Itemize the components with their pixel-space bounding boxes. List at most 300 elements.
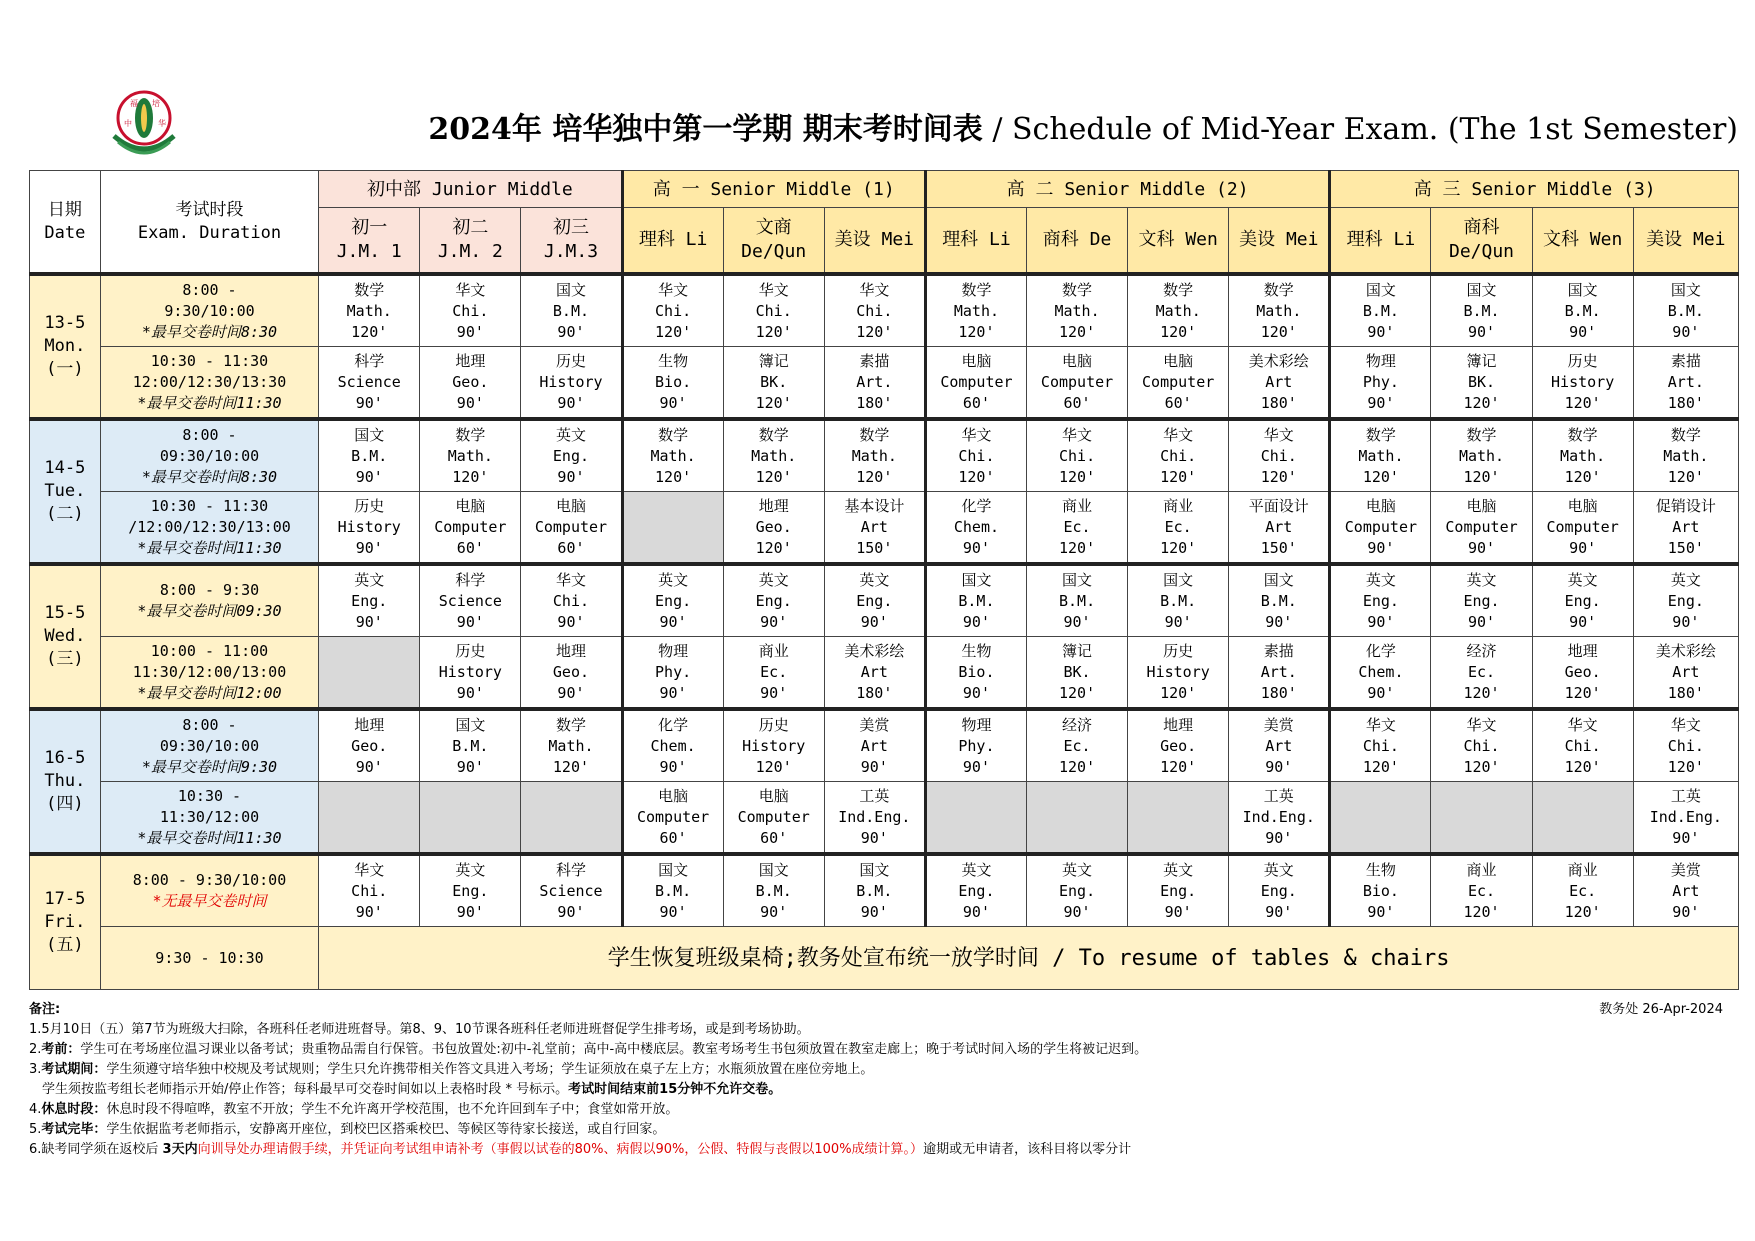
subject-zh: 商业	[1466, 860, 1497, 879]
subject-zh: 英文	[658, 570, 689, 589]
subject-duration: 90'	[1569, 538, 1597, 557]
subject-en: Eng.	[452, 881, 489, 900]
duration-header-zh: 考试时段	[175, 199, 244, 220]
exam-cell	[521, 709, 622, 782]
class-header-5	[824, 208, 925, 275]
exam-cell	[319, 564, 420, 637]
class-label: 理科 Li	[942, 229, 1011, 250]
page-title	[428, 104, 1738, 148]
subject-zh: 华文	[1365, 715, 1396, 734]
subject-en: Computer	[434, 517, 507, 536]
subject-en: History	[1551, 372, 1615, 391]
subject-zh: 数学	[758, 425, 789, 444]
subject-zh: 国文	[1567, 280, 1598, 299]
exam-cell	[1330, 564, 1431, 637]
subject-duration: 120'	[958, 467, 995, 486]
subject-duration: 90'	[456, 902, 484, 921]
subject-zh: 华文	[555, 570, 586, 589]
exam-cell	[1027, 492, 1128, 565]
subject-zh: 英文	[1263, 860, 1294, 879]
subject-duration: 120'	[958, 322, 995, 341]
exam-cell	[319, 709, 420, 782]
exam-cell	[1532, 709, 1633, 782]
subject-en: Computer	[636, 807, 710, 826]
subject-duration: 120'	[1058, 538, 1096, 557]
subject-en: B.M.	[452, 736, 489, 755]
day-date: 15-5	[44, 603, 86, 623]
class-header-13	[1633, 208, 1738, 275]
exam-cell	[622, 854, 723, 927]
subject-zh: 华文	[1567, 715, 1598, 734]
subject-zh: 华文	[859, 280, 890, 299]
subject-duration: 180'	[1667, 393, 1704, 412]
earliest-submit-note: *最早交卷时间11:30	[137, 538, 282, 557]
exam-cell	[1229, 782, 1330, 855]
subject-zh: 数学	[1062, 280, 1093, 299]
subject-en: Geo.	[1564, 662, 1601, 681]
class-header-10	[1330, 208, 1431, 275]
subject-en: Ec.	[760, 662, 788, 681]
subject-duration: 90'	[1672, 322, 1700, 341]
subject-zh: 地理	[455, 351, 486, 370]
resume-time-cell: 9:30 - 10:30	[100, 927, 318, 990]
subject-en: Science	[337, 372, 401, 391]
group-header-2: 高 二 Senior Middle (2)	[925, 171, 1329, 208]
subject-zh: 美赏	[1263, 715, 1294, 734]
subject-duration: 90'	[456, 393, 484, 412]
subject-en: Computer	[1546, 517, 1619, 536]
subject-en: History	[539, 372, 603, 391]
subject-duration: 90'	[860, 902, 888, 921]
date-header-en: Date	[44, 222, 86, 243]
subject-zh: 美术彩绘	[1248, 351, 1309, 370]
exam-cell	[925, 637, 1026, 710]
subject-duration: 120'	[552, 757, 590, 776]
exam-cell	[1431, 347, 1532, 420]
subject-duration: 90'	[557, 322, 585, 341]
subject-zh: 华文	[354, 860, 385, 879]
subject-duration: 90'	[962, 683, 990, 702]
subject-en: Art	[1265, 517, 1293, 536]
subject-en: Eng.	[755, 591, 792, 610]
earliest-submit-note: *最早交卷时间8:30	[141, 467, 278, 486]
subject-duration: 90'	[1569, 322, 1597, 341]
class-header-4	[723, 208, 824, 275]
class-label: 商科 De	[1042, 229, 1112, 250]
subject-duration: 90'	[1063, 612, 1091, 631]
empty-exam-cell	[420, 782, 521, 855]
subject-zh: 英文	[961, 860, 992, 879]
subject-duration: 90'	[1672, 902, 1700, 921]
subject-en: Chi.	[856, 301, 893, 320]
subject-duration: 120'	[1160, 757, 1197, 776]
note-line	[29, 1020, 1739, 1040]
subject-zh: 电脑	[1365, 496, 1396, 515]
subject-zh: 数学	[658, 425, 689, 444]
exam-cell	[1633, 492, 1738, 565]
exam-cell	[1229, 564, 1330, 637]
subject-duration: 120'	[1463, 757, 1500, 776]
note-red-text: 向训导处办理请假手续，并凭证向考试组申请补考（事假以试卷的80%、病假以90%，公假、特假与丧假以100%成绩计算。）	[197, 1142, 924, 1157]
subject-zh: 物理	[658, 641, 689, 660]
subject-en: History	[438, 662, 502, 681]
exam-cell	[1229, 347, 1330, 420]
subject-en: Ec.	[1467, 881, 1496, 900]
schedule-row	[30, 419, 1739, 492]
exam-cell	[1532, 419, 1633, 492]
subject-en: Eng.	[1260, 881, 1297, 900]
subject-zh: 美术彩绘	[844, 641, 905, 660]
subject-zh: 经济	[1466, 641, 1497, 660]
time-slot-cell	[100, 564, 318, 637]
subject-en: Math.	[1458, 446, 1505, 465]
subject-duration: 90'	[1367, 612, 1395, 631]
exam-cell	[1128, 564, 1229, 637]
exam-cell	[319, 419, 420, 492]
page-header	[28, 84, 1738, 166]
exam-cell	[1027, 564, 1128, 637]
subject-en: Phy.	[958, 736, 995, 755]
subject-en: B.M.	[552, 301, 590, 320]
time-slot-line: 8:00 -	[182, 715, 237, 734]
exam-cell	[1532, 854, 1633, 927]
subject-en: Chi.	[1260, 446, 1297, 465]
subject-duration: 90'	[659, 612, 687, 631]
time-slot-line: 10:30 -	[177, 786, 242, 805]
subject-zh: 电脑	[658, 786, 689, 805]
subject-en: B.M.	[1260, 591, 1297, 610]
subject-zh: 英文	[859, 570, 890, 589]
subject-zh: 商业	[1163, 496, 1194, 515]
office-stamp: 教务处 26-Apr-2024	[1599, 1002, 1723, 1017]
subject-zh: 华文	[1263, 425, 1294, 444]
empty-exam-cell	[1330, 782, 1431, 855]
subject-duration: 120'	[655, 322, 692, 341]
subject-duration: 120'	[1463, 902, 1500, 921]
exam-cell	[1431, 637, 1532, 710]
class-sublabel: J.M. 2	[437, 241, 503, 262]
subject-duration: 120'	[1160, 538, 1197, 557]
exam-cell	[1027, 419, 1128, 492]
exam-cell	[1027, 347, 1128, 420]
subject-duration: 90'	[1367, 538, 1395, 557]
title-chinese: 2024年 培华独中第一学期 期末考时间表	[428, 112, 983, 147]
subject-en: Ec.	[1063, 736, 1091, 755]
time-slot-line: 10:30 - 11:30	[150, 496, 269, 515]
exam-cell	[521, 274, 622, 347]
exam-cell	[1330, 709, 1431, 782]
subject-zh: 国文	[758, 860, 789, 879]
exam-cell	[420, 492, 521, 565]
class-header-2	[521, 208, 622, 275]
empty-exam-cell	[1532, 782, 1633, 855]
exam-cell	[1229, 854, 1330, 927]
subject-en: Bio.	[655, 372, 692, 391]
exam-cell	[1633, 782, 1738, 855]
exam-cell	[420, 564, 521, 637]
exam-cell	[319, 854, 420, 927]
subject-zh: 经济	[1062, 715, 1093, 734]
subject-duration: 90'	[1265, 612, 1293, 631]
subject-duration: 90'	[659, 683, 687, 702]
subject-en: Computer	[1040, 372, 1114, 391]
exam-cell	[1027, 274, 1128, 347]
subject-en: Chem.	[1358, 662, 1404, 681]
subject-en: Eng.	[655, 591, 692, 610]
subject-zh: 国文	[354, 425, 385, 444]
subject-duration: 120'	[755, 538, 792, 557]
notes-section	[29, 1000, 1739, 1160]
exam-cell	[1431, 854, 1532, 927]
subject-duration: 120'	[452, 467, 489, 486]
subject-duration: 120'	[755, 393, 792, 412]
exam-cell	[1330, 492, 1431, 565]
note-prefix: 6.	[29, 1142, 42, 1157]
subject-en: Chi.	[351, 881, 388, 900]
subject-duration: 90'	[557, 902, 585, 921]
exam-cell	[925, 492, 1026, 565]
exam-cell	[521, 637, 622, 710]
subject-zh: 英文	[1365, 570, 1396, 589]
time-slot-line: /12:00/12:30/13:00	[128, 517, 291, 536]
subject-zh: 化学	[961, 496, 992, 515]
time-slot-cell	[100, 854, 318, 927]
exam-cell	[824, 274, 925, 347]
exam-cell	[723, 709, 824, 782]
day-cell	[30, 419, 101, 564]
exam-cell	[1633, 709, 1738, 782]
time-slot-cell	[100, 637, 318, 710]
subject-zh: 化学	[1365, 641, 1396, 660]
exam-cell	[824, 564, 925, 637]
exam-cell	[1229, 419, 1330, 492]
subject-en: Ec.	[1164, 517, 1192, 536]
subject-zh: 英文	[1466, 570, 1497, 589]
subject-en: Ec.	[1467, 662, 1496, 681]
subject-en: Bio.	[1362, 881, 1399, 900]
empty-exam-cell	[1027, 782, 1128, 855]
svg-text:中: 中	[124, 119, 132, 128]
svg-text:华: 华	[158, 119, 166, 128]
group-header-0: 初中部 Junior Middle	[319, 171, 622, 208]
class-header-9	[1229, 208, 1330, 275]
subject-en: Ec.	[1569, 881, 1597, 900]
subject-en: Math.	[650, 446, 696, 465]
subject-en: Art	[1265, 372, 1293, 391]
subject-zh: 簿记	[1062, 641, 1093, 660]
exam-cell	[1128, 709, 1229, 782]
subject-en: B.M.	[1362, 301, 1399, 320]
day-date: 13-5	[44, 313, 86, 333]
subject-duration: 120'	[1564, 467, 1601, 486]
exam-cell	[1330, 347, 1431, 420]
exam-cell	[723, 347, 824, 420]
empty-exam-cell	[1128, 782, 1229, 855]
subject-zh: 数学	[1670, 425, 1701, 444]
exam-cell	[824, 782, 925, 855]
subject-en: B.M.	[1463, 301, 1500, 320]
subject-duration: 90'	[456, 683, 484, 702]
exam-cell	[1330, 274, 1431, 347]
subject-duration: 90'	[456, 612, 484, 631]
class-header-8	[1128, 208, 1229, 275]
subject-en: Math.	[447, 446, 493, 465]
subject-duration: 90'	[557, 612, 585, 631]
exam-cell	[420, 637, 521, 710]
svg-text:福: 福	[130, 99, 138, 108]
subject-en: Science	[438, 591, 502, 610]
subject-zh: 国文	[961, 570, 992, 589]
subject-zh: 电脑	[555, 496, 586, 515]
exam-cell	[622, 709, 723, 782]
note-text: 学生依据监考老师指示，安静离开座位，到校巴区搭乘校巴、等候区等待家长接送，或自行回家。	[106, 1122, 666, 1137]
exam-cell	[521, 854, 622, 927]
schedule-row	[30, 782, 1739, 855]
subject-en: Eng.	[1564, 591, 1601, 610]
exam-cell	[723, 637, 824, 710]
earliest-submit-note: *最早交卷时间11:30	[137, 393, 282, 412]
subject-en: Eng.	[958, 881, 995, 900]
subject-zh: 地理	[354, 715, 385, 734]
subject-duration: 120'	[1564, 902, 1601, 921]
subject-duration: 90'	[1063, 902, 1091, 921]
note-bold-label: 考前：	[41, 1042, 81, 1057]
note-prefix: 4.	[29, 1102, 42, 1117]
subject-duration: 90'	[1467, 538, 1496, 557]
subject-duration: 120'	[1160, 322, 1197, 341]
day-dow: Fri.	[44, 912, 86, 932]
subject-zh: 生物	[658, 351, 689, 370]
subject-zh: 生物	[1365, 860, 1396, 879]
exam-cell	[1431, 709, 1532, 782]
subject-duration: 90'	[1467, 612, 1496, 631]
exam-cell	[1229, 274, 1330, 347]
subject-en: Geo.	[552, 662, 590, 681]
subject-duration: 120'	[1667, 467, 1704, 486]
subject-en: Chi.	[1667, 736, 1704, 755]
exam-cell	[723, 419, 824, 492]
class-label: 商科	[1463, 217, 1500, 238]
exam-cell	[1532, 564, 1633, 637]
time-slot-cell	[100, 274, 318, 347]
time-slot-line: 09:30/10:00	[159, 736, 260, 755]
subject-zh: 电脑	[1466, 496, 1497, 515]
subject-duration: 60'	[1164, 393, 1192, 412]
subject-zh: 素描	[1670, 351, 1701, 370]
time-slot-line: 09:30/10:00	[159, 446, 260, 465]
date-header-zh: 日期	[47, 199, 82, 220]
note-text: 学生可在考场座位温习课业以备考试；贵重物品需自行保管。书包放置处:初中-礼堂前；高中-高中楼底层。教室考场考生书包须放置在教室走廊上；晚于考试时间入场的学生将被记迟到。	[80, 1042, 1148, 1057]
subject-en: B.M.	[1058, 591, 1096, 610]
time-slot-line: 11:30/12:00	[159, 807, 260, 826]
subject-zh: 科学	[455, 570, 486, 589]
subject-zh: 华文	[1670, 715, 1701, 734]
subject-en: Math.	[1155, 301, 1201, 320]
subject-zh: 华文	[758, 280, 789, 299]
exam-cell	[723, 564, 824, 637]
subject-duration: 120'	[1058, 467, 1096, 486]
subject-zh: 国文	[859, 860, 890, 879]
time-slot-line: 11:30/12:00/13:00	[132, 662, 287, 681]
subject-en: Chi.	[1058, 446, 1096, 465]
subject-zh: 平面设计	[1248, 496, 1309, 515]
subject-duration: 90'	[962, 538, 990, 557]
subject-duration: 60'	[557, 538, 585, 557]
exam-cell	[824, 492, 925, 565]
subject-duration: 120'	[1362, 757, 1399, 776]
note-emphasis: 考试时间结束前15分钟不允许交卷。	[568, 1082, 782, 1097]
class-header-7	[1027, 208, 1128, 275]
subject-duration: 120'	[1058, 683, 1096, 702]
exam-cell	[1330, 419, 1431, 492]
class-label: 美设 Mei	[1239, 229, 1319, 250]
exam-cell	[622, 782, 723, 855]
class-label: 理科 Li	[1346, 229, 1416, 250]
class-label: 文商	[755, 217, 792, 238]
subject-zh: 历史	[555, 351, 586, 370]
subject-en: Math.	[1256, 301, 1302, 320]
exam-cell	[622, 347, 723, 420]
subject-duration: 60'	[962, 393, 990, 412]
subject-zh: 数学	[1163, 280, 1194, 299]
subject-en: Eng.	[1362, 591, 1399, 610]
note-text: 缺考同学须在返校后	[41, 1142, 163, 1157]
exam-cell	[1431, 564, 1532, 637]
subject-en: B.M.	[1564, 301, 1601, 320]
subject-duration: 120'	[1564, 393, 1601, 412]
day-dow: Tue.	[44, 481, 86, 501]
empty-exam-cell	[319, 637, 420, 710]
subject-zh: 国文	[1062, 570, 1093, 589]
subject-en: Phy.	[1362, 372, 1399, 391]
exam-cell	[622, 564, 723, 637]
exam-cell	[1128, 637, 1229, 710]
subject-en: Computer	[1445, 517, 1518, 536]
date-header	[30, 171, 101, 275]
time-slot-line: 12:00/12:30/13:30	[132, 372, 287, 391]
class-label: 美设 Mei	[1646, 229, 1726, 250]
class-label: 初三	[552, 217, 589, 238]
exam-cell	[1633, 854, 1738, 927]
subject-zh: 地理	[1163, 715, 1194, 734]
subject-zh: 生物	[961, 641, 992, 660]
exam-cell	[521, 564, 622, 637]
subject-zh: 英文	[758, 570, 789, 589]
time-slot-line: 8:00 -	[182, 425, 237, 444]
subject-zh: 数学	[555, 715, 586, 734]
subject-en: Chem.	[650, 736, 696, 755]
time-slot-cell	[100, 492, 318, 565]
exam-cell	[319, 274, 420, 347]
note-tail: 逾期或无申请者，该科目将以零分计	[923, 1142, 1132, 1157]
subject-zh: 历史	[1567, 351, 1598, 370]
exam-cell	[319, 492, 420, 565]
note-text: 5月10日（五）第7节为班级大扫除，各班科任老师进班督导。第8、9、10节课各班科任老师进班督促学生排考场，或是到考场协助。	[41, 1022, 810, 1037]
subject-zh: 数学	[455, 425, 486, 444]
subject-duration: 60'	[456, 538, 484, 557]
subject-en: Computer	[534, 517, 608, 536]
subject-en: Computer	[737, 807, 810, 826]
subject-en: Art	[1265, 736, 1293, 755]
note-line	[29, 1140, 1739, 1160]
exam-cell	[1633, 347, 1738, 420]
subject-en: Geo.	[351, 736, 388, 755]
note-line	[29, 1060, 1739, 1080]
subject-duration: 90'	[659, 902, 687, 921]
subject-en: Computer	[940, 372, 1013, 391]
subject-duration: 90'	[557, 683, 585, 702]
subject-zh: 华文	[1466, 715, 1497, 734]
